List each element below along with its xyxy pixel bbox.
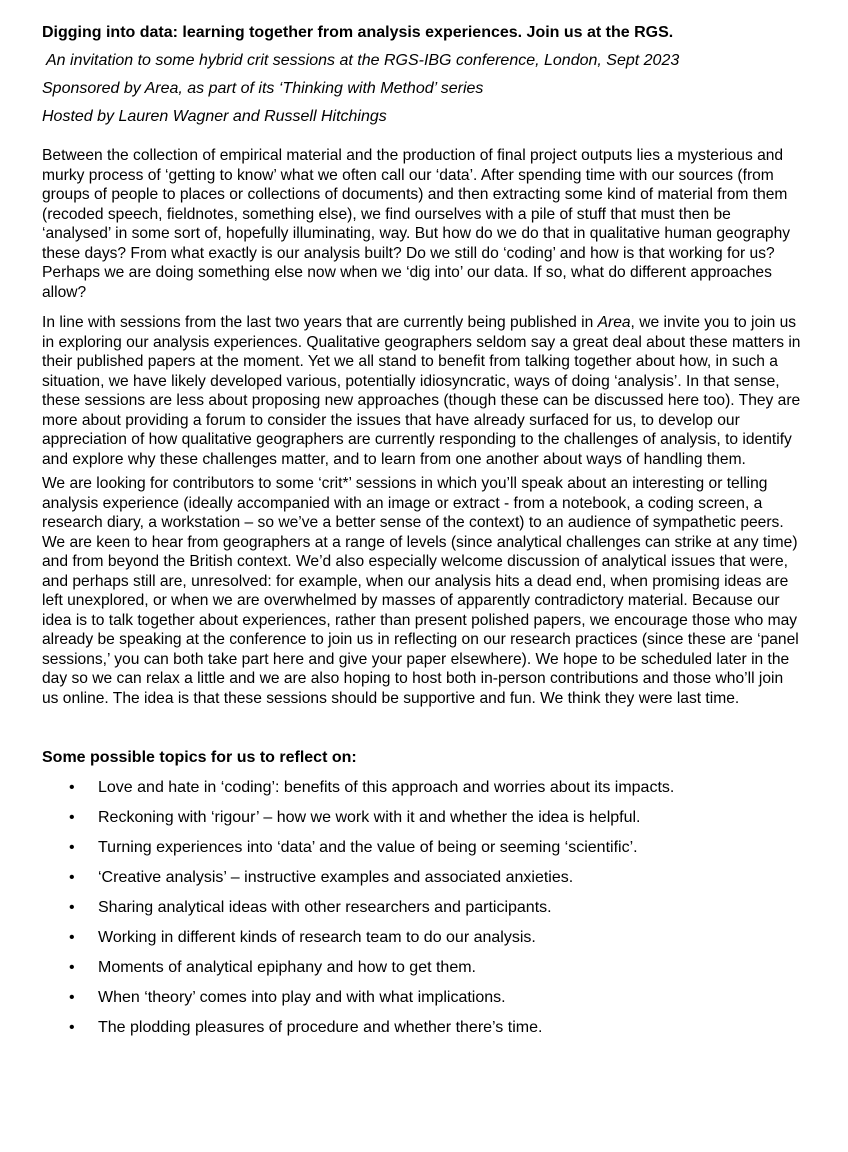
bullet-icon: •	[69, 899, 75, 916]
bullet-icon: •	[69, 1019, 75, 1036]
topic-text: ‘Creative analysis’ – instructive examples and associated anxieties.	[98, 869, 574, 886]
bullet-icon: •	[69, 779, 75, 796]
topic-text: Sharing analytical ideas with other researchers and participants.	[98, 899, 552, 916]
list-item	[42, 958, 802, 978]
bullet-icon: •	[69, 839, 75, 856]
bullet-icon: •	[69, 929, 75, 946]
topic-text: Moments of analytical epiphany and how to get them.	[98, 959, 476, 976]
bullet-icon: •	[69, 869, 75, 886]
bullet-icon: •	[69, 989, 75, 1006]
list-item	[42, 1018, 802, 1038]
list-item	[42, 988, 802, 1008]
context-paragraph	[42, 313, 802, 469]
topics-list	[42, 778, 802, 1038]
list-item	[42, 778, 802, 798]
document-title: Digging into data: learning together from analysis experiences. Join us at the RGS.	[42, 24, 674, 41]
topic-text: When ‘theory’ comes into play and with what implications.	[98, 989, 506, 1006]
list-item	[42, 838, 802, 858]
context-paragraph-rest: , we invite you to join us in exploring our analysis experiences. Qualitative geographers seldom say a great deal about these matters in their published papers at the moment. Yet we all stand to benefit from talking together about how, in such a situation, we have likely developed various, potentially idiosyncratic, ways of doing ‘analysis’. In that sense, these sessions are less about proposing new approaches (though these can be discussed here too). They are more about providing a forum to consider the issues that have already surfaced for us, to develop our appreciation of how qualitative geographers are currently responding to the challenges of analysis, to identify and explore why these challenges matter, and to learn from one another about ways of handling them.	[42, 314, 801, 468]
bullet-icon: •	[69, 959, 75, 976]
hosts-line: Hosted by Lauren Wagner and Russell Hitchings	[42, 108, 387, 125]
call-paragraph: We are looking for contributors to some ‘crit*’ sessions in which you’ll speak about an interesting or telling analysis experience (ideally accompanied with an image or extract - from a notebook, a coding screen, a research diary, a workstation – so we’ve a better sense of the context) to an audience of sympathetic peers. We are keen to hear from geographers at a range of levels (since analytical challenges can strike at any time) and from beyond the British context. We’d also especially welcome discussion of analytical issues that were, and perhaps still are, unresolved: for example, when our analysis hits a dead end, when promising ideas are left unexplored, or when we are overwhelmed by masses of apparently contradictory material. Because our idea is to talk together about experiences, rather than present polished papers, we encourage those who may already be speaking at the conference to join us in reflecting on our research practices (since these are ‘panel sessions,’ you can both take part here and give your paper elsewhere). We hope to be scheduled later in the day so we can relax a little and we are also hoping to host both in-person contributions and those who’ll join us online. The idea is that these sessions should be supportive and fun. We think they were last time.	[42, 475, 799, 707]
topic-text: Working in different kinds of research team to do our analysis.	[98, 929, 536, 946]
topic-text: Reckoning with ‘rigour’ – how we work with it and whether the idea is helpful.	[98, 809, 641, 826]
list-item	[42, 808, 802, 828]
list-item	[42, 898, 802, 918]
topic-text: Love and hate in ‘coding’: benefits of this approach and worries about its impacts.	[98, 779, 675, 796]
sponsor-line: Sponsored by Area, as part of its ‘Thinking with Method’ series	[42, 80, 484, 97]
invitation-line: An invitation to some hybrid crit sessions at the RGS-IBG conference, London, Sept 2023	[46, 52, 680, 69]
journal-name: Area	[597, 314, 631, 331]
intro-paragraph: Between the collection of empirical material and the production of final project outputs lies a mysterious and murky process of ‘getting to know’ what we often call our ‘data’. After spending time with our sources (from groups of people to places or collections of documents) and then extracting some kind of material from them (recoded speech, fieldnotes, something else), we find ourselves with a pile of stuff that must then be ‘analysed’ in some sort of, hopefully illuminating, way. But how do we do that in qualitative human geography these days? From what exactly is our analysis built? Do we still do ‘coding’ and how is that working for us? Perhaps we are doing something else now when we ‘dig into’ our data. If so, what do different approaches allow?	[42, 147, 791, 301]
list-item	[42, 868, 802, 888]
bullet-icon: •	[69, 809, 75, 826]
context-paragraph-lead: In line with sessions from the last two years that are currently being published in	[42, 314, 598, 331]
topic-text: Turning experiences into ‘data’ and the value of being or seeming ‘scientific’.	[98, 839, 638, 856]
topics-heading: Some possible topics for us to reflect on:	[42, 749, 357, 766]
document-page	[42, 22, 802, 1048]
topic-text: The plodding pleasures of procedure and whether there’s time.	[98, 1019, 543, 1036]
list-item	[42, 928, 802, 948]
